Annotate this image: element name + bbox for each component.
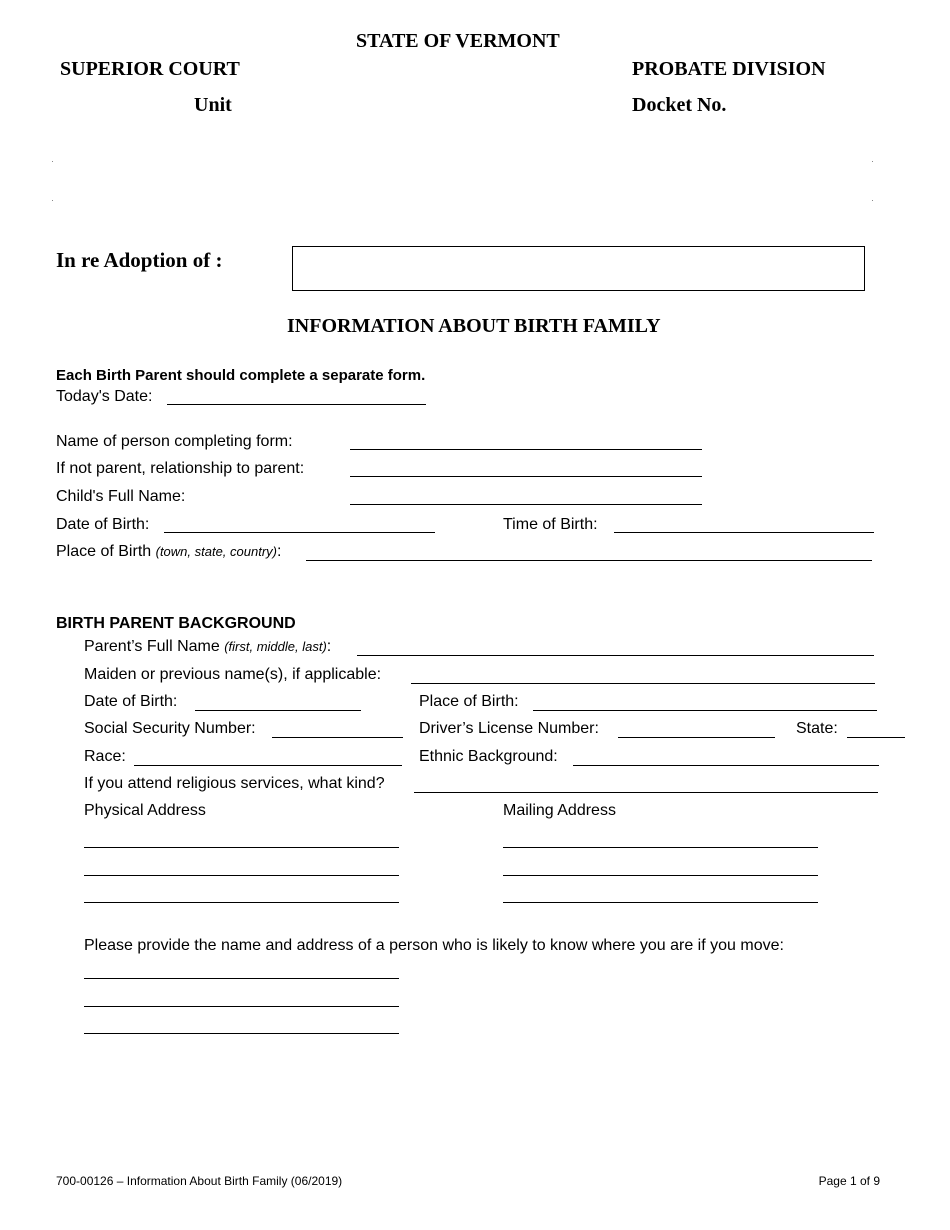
instruction-text: Each Birth Parent should complete a separate form.	[56, 367, 426, 384]
court-heading: SUPERIOR COURT	[60, 58, 240, 80]
todays-date-field[interactable]	[167, 388, 430, 408]
section-title-birth-parent: BIRTH PARENT BACKGROUND	[56, 615, 296, 632]
mailing-address-label: Mailing Address	[503, 802, 616, 819]
parent-dob-label: Date of Birth:	[84, 693, 178, 710]
child-name-label: Child's Full Name:	[56, 488, 186, 505]
corner-dot	[52, 161, 53, 162]
place-of-birth-hint: (town, state, country)	[155, 544, 277, 559]
ssn-label: Social Security Number:	[84, 720, 256, 737]
religious-field[interactable]	[414, 776, 882, 796]
maiden-name-field[interactable]	[411, 667, 879, 687]
parent-full-name-text: Parent’s Full Name	[84, 638, 220, 655]
person-completing-label: Name of person completing form:	[56, 433, 293, 450]
race-field[interactable]	[134, 749, 406, 769]
physical-address-field-3[interactable]	[84, 886, 403, 906]
race-label: Race:	[84, 748, 126, 765]
relationship-field[interactable]	[350, 460, 706, 480]
in-re-adoption-label: In re Adoption of :	[56, 248, 223, 272]
person-completing-field[interactable]	[350, 433, 706, 453]
child-name-field[interactable]	[350, 488, 706, 508]
license-label: Driver’s License Number:	[419, 720, 599, 737]
state-label: State:	[796, 720, 838, 737]
time-of-birth-label: Time of Birth:	[503, 516, 598, 533]
contact-field-1[interactable]	[84, 962, 403, 982]
form-title: INFORMATION ABOUT BIRTH FAMILY	[287, 315, 661, 337]
corner-dot	[872, 161, 873, 162]
footer-form-id: 700-00126 – Information About Birth Family (06/2019)	[56, 1174, 343, 1188]
corner-dot	[52, 200, 53, 201]
ethnic-label: Ethnic Background:	[419, 748, 558, 765]
ssn-field[interactable]	[272, 721, 407, 741]
state-heading: STATE OF VERMONT	[356, 30, 560, 52]
physical-address-field-1[interactable]	[84, 831, 403, 851]
division-heading: PROBATE DIVISION	[632, 58, 826, 80]
todays-date-label: Today's Date:	[56, 388, 153, 405]
child-place-of-birth-field[interactable]	[306, 544, 876, 564]
license-field[interactable]	[618, 721, 779, 741]
child-dob-label: Date of Birth:	[56, 516, 150, 533]
child-dob-field[interactable]	[164, 516, 439, 536]
mailing-address-field-2[interactable]	[503, 859, 822, 879]
mailing-address-field-3[interactable]	[503, 886, 822, 906]
time-of-birth-field[interactable]	[614, 516, 878, 536]
footer-page-number: Page 1 of 9	[818, 1174, 880, 1188]
relationship-label: If not parent, relationship to parent:	[56, 460, 305, 477]
mailing-address-field-1[interactable]	[503, 831, 822, 851]
contact-prompt: Please provide the name and address of a person who is likely to know where you are if you move:	[84, 937, 784, 954]
parent-place-of-birth-field[interactable]	[533, 694, 881, 714]
corner-dot	[872, 200, 873, 201]
physical-address-field-2[interactable]	[84, 859, 403, 879]
religious-label: If you attend religious services, what kind?	[84, 775, 385, 792]
contact-field-2[interactable]	[84, 990, 403, 1010]
docket-label: Docket No.	[632, 94, 727, 116]
maiden-name-label: Maiden or previous name(s), if applicable:	[84, 666, 382, 683]
unit-label: Unit	[194, 94, 232, 116]
contact-field-3[interactable]	[84, 1017, 403, 1037]
child-place-of-birth-text: Place of Birth	[56, 543, 152, 560]
parent-full-name-field[interactable]	[357, 639, 878, 659]
child-place-of-birth-label: Place of Birth (town, state, country):	[56, 543, 282, 560]
ethnic-field[interactable]	[573, 749, 883, 769]
physical-address-label: Physical Address	[84, 802, 206, 819]
adoptee-name-input[interactable]	[292, 246, 865, 291]
parent-dob-field[interactable]	[195, 694, 365, 714]
parent-place-of-birth-label: Place of Birth:	[419, 693, 519, 710]
state-field[interactable]	[847, 721, 909, 741]
parent-full-name-label: Parent’s Full Name (first, middle, last):	[84, 638, 332, 655]
parent-full-name-hint: (first, middle, last)	[224, 639, 327, 654]
